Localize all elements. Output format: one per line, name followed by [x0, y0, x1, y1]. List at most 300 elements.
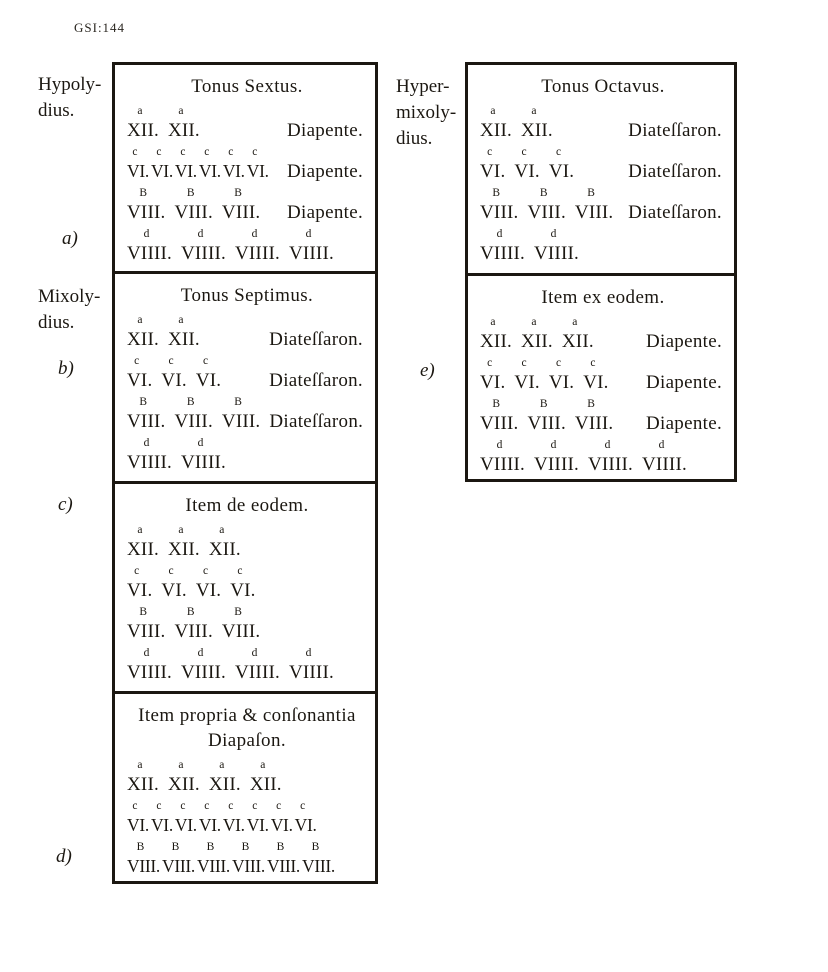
numeral-token — [588, 439, 633, 477]
numeral-token — [247, 146, 269, 184]
superscript-letter: a — [260, 759, 266, 771]
roman-numeral: VIIII. — [127, 452, 172, 473]
roman-numeral: VIII. — [174, 411, 213, 432]
numeral-token — [174, 396, 212, 434]
interval-label: Diapente. — [645, 372, 722, 393]
numeral-tokens — [480, 398, 622, 436]
roman-numeral: XII. — [127, 120, 159, 141]
roman-numeral: VIIII. — [127, 662, 172, 683]
superscript-letter: d — [197, 228, 204, 240]
superscript-letter: d — [305, 228, 312, 240]
roman-numeral: VIIII. — [480, 243, 525, 264]
superscript-letter: d — [143, 228, 150, 240]
roman-numeral: VIIII. — [533, 243, 579, 264]
roman-numeral: XII. — [167, 120, 200, 141]
numeral-token — [549, 357, 574, 395]
roman-numeral: VIII. — [127, 621, 166, 642]
section-marker-a — [62, 228, 78, 250]
numeral-token — [175, 800, 197, 838]
numeral-row — [480, 105, 726, 143]
roman-numeral: VIII. — [221, 621, 261, 642]
numeral-tokens — [127, 841, 337, 879]
interval-label: Diateſſaron. — [269, 411, 364, 432]
label-line: Hyper- — [396, 76, 450, 97]
superscript-letter: d — [496, 228, 503, 240]
superscript-letter: d — [550, 439, 557, 451]
superscript-letter: c — [134, 355, 140, 367]
section-title-line: Diapaſon. — [208, 730, 286, 751]
roman-numeral: VI. — [222, 161, 245, 181]
numeral-token — [480, 357, 505, 395]
numeral-token — [230, 565, 255, 603]
roman-numeral: XII. — [249, 774, 282, 795]
label-line: a) — [62, 228, 78, 249]
numeral-token — [575, 187, 613, 225]
roman-numeral: VIII. — [480, 202, 519, 223]
numeral-tokens — [480, 105, 562, 143]
superscript-letter: d — [658, 439, 665, 451]
roman-numeral: VI. — [246, 815, 269, 835]
superscript-letter: a — [490, 105, 496, 117]
roman-numeral: VIII. — [127, 856, 160, 876]
roman-numeral: VIII. — [302, 856, 335, 876]
label-line: b) — [58, 358, 74, 379]
roman-numeral: XII. — [167, 774, 200, 795]
superscript-letter: B — [539, 398, 548, 410]
section-title-line: Tonus Octavus. — [541, 76, 665, 97]
numeral-token — [235, 647, 280, 685]
roman-numeral: VIII. — [574, 413, 614, 434]
superscript-letter: c — [202, 565, 209, 577]
superscript-letter: c — [202, 355, 209, 367]
superscript-letter: c — [228, 800, 234, 812]
numeral-token — [127, 841, 160, 879]
superscript-letter: B — [587, 187, 595, 199]
roman-numeral: VIIII. — [641, 454, 687, 475]
numeral-row — [480, 357, 726, 395]
numeral-row — [480, 398, 726, 436]
numeral-token — [223, 800, 245, 838]
roman-numeral: VIII. — [480, 413, 519, 434]
roman-numeral: VIIII. — [180, 452, 226, 473]
numeral-tokens — [127, 524, 250, 562]
numeral-token — [480, 187, 518, 225]
superscript-letter: B — [206, 841, 215, 853]
numeral-token — [480, 398, 518, 436]
section-title — [480, 285, 726, 310]
roman-numeral: VI. — [583, 372, 609, 393]
superscript-letter: c — [134, 565, 140, 577]
numeral-token — [289, 228, 334, 266]
numeral-row — [127, 647, 367, 685]
superscript-letter: a — [572, 316, 578, 328]
numeral-token — [127, 396, 165, 434]
numeral-token — [127, 355, 152, 393]
superscript-letter: d — [197, 647, 204, 659]
superscript-letter: c — [228, 146, 234, 158]
numeral-row — [127, 146, 367, 184]
label-line: dius. — [396, 128, 433, 149]
superscript-letter: c — [590, 357, 596, 369]
section-title-line: Item de eodem. — [185, 495, 309, 516]
superscript-letter: c — [204, 800, 210, 812]
numeral-tokens — [480, 146, 583, 184]
numeral-row — [480, 316, 726, 354]
numeral-token — [480, 146, 505, 184]
numeral-token — [127, 314, 159, 352]
numeral-token — [168, 105, 200, 143]
roman-numeral: VIIII. — [127, 243, 172, 264]
numeral-row — [127, 355, 367, 393]
superscript-letter: d — [251, 228, 258, 240]
numeral-token — [168, 524, 200, 562]
roman-numeral: VIII. — [127, 411, 166, 432]
label-line: mixoly- — [396, 102, 457, 123]
section-title — [127, 74, 367, 99]
roman-numeral: XII. — [520, 331, 553, 352]
roman-numeral: VI. — [161, 580, 187, 601]
numeral-token — [271, 800, 293, 838]
numeral-tokens — [127, 606, 269, 644]
roman-numeral: VI. — [161, 370, 187, 391]
superscript-letter: c — [168, 565, 174, 577]
numeral-tokens — [127, 437, 235, 475]
superscript-letter: a — [178, 314, 184, 326]
superscript-letter: B — [539, 187, 548, 199]
roman-numeral: VI. — [198, 815, 221, 835]
superscript-letter: c — [156, 800, 162, 812]
numeral-tokens — [127, 314, 209, 352]
superscript-letter: c — [156, 146, 162, 158]
superscript-letter: B — [186, 187, 195, 199]
roman-numeral: VI. — [174, 161, 197, 181]
numeral-token — [549, 146, 574, 184]
label-line: c) — [58, 494, 73, 515]
superscript-letter: a — [137, 524, 143, 536]
superscript-letter: c — [180, 146, 186, 158]
numeral-row — [127, 105, 367, 143]
superscript-letter: d — [305, 647, 312, 659]
numeral-row — [127, 187, 367, 225]
numeral-row — [127, 437, 367, 475]
superscript-letter: a — [178, 759, 184, 771]
superscript-letter: c — [487, 357, 493, 369]
roman-numeral: VI. — [480, 372, 506, 393]
roman-numeral: VIIII. — [180, 662, 226, 683]
numeral-token — [162, 841, 195, 879]
superscript-letter: c — [168, 355, 174, 367]
numeral-token — [514, 357, 539, 395]
interval-label: Diateſſaron. — [628, 161, 722, 182]
roman-numeral: XII. — [127, 774, 159, 795]
numeral-token — [168, 759, 200, 797]
roman-numeral: VI. — [548, 372, 575, 393]
roman-numeral: XII. — [127, 329, 159, 350]
roman-numeral: VIII. — [232, 856, 265, 876]
numeral-token — [222, 606, 260, 644]
roman-numeral: VIIII. — [587, 454, 633, 475]
numeral-token — [209, 759, 241, 797]
roman-numeral: VI. — [514, 372, 540, 393]
margin-label-mixolydius — [38, 284, 100, 336]
roman-numeral: VIIII. — [180, 243, 226, 264]
numeral-token — [521, 316, 553, 354]
superscript-letter: a — [178, 524, 184, 536]
numeral-tokens — [127, 565, 265, 603]
roman-numeral: XII. — [127, 539, 159, 560]
label-line: dius. — [38, 100, 75, 121]
table-section — [115, 271, 375, 481]
roman-numeral: VI. — [127, 580, 153, 601]
superscript-letter: d — [251, 647, 258, 659]
section-marker-b — [58, 358, 74, 380]
interval-label: Diateſſaron. — [269, 370, 363, 391]
roman-numeral: VIIII. — [288, 243, 334, 264]
superscript-letter: a — [137, 759, 143, 771]
numeral-row — [127, 841, 367, 879]
interval-label: Diapente. — [645, 331, 722, 352]
table-section — [115, 691, 375, 881]
numeral-token — [127, 105, 159, 143]
numeral-row — [127, 396, 367, 434]
roman-numeral: VIII. — [162, 856, 195, 876]
superscript-letter: d — [604, 439, 611, 451]
label-line: Mixoly- — [38, 286, 101, 307]
superscript-letter: B — [234, 606, 242, 618]
roman-numeral: VI. — [480, 161, 506, 182]
numeral-token — [527, 398, 565, 436]
roman-numeral: VI. — [195, 370, 222, 391]
numeral-token — [295, 800, 317, 838]
roman-numeral: VI. — [127, 370, 153, 391]
superscript-letter: d — [197, 437, 204, 449]
numeral-token — [575, 398, 613, 436]
interval-label: Diateſſaron. — [628, 202, 722, 223]
numeral-token — [161, 355, 186, 393]
roman-numeral: VIII. — [197, 856, 230, 876]
roman-numeral: XII. — [520, 120, 553, 141]
numeral-token — [151, 146, 173, 184]
numeral-token — [480, 105, 512, 143]
superscript-letter: c — [555, 357, 562, 369]
numeral-token — [181, 647, 226, 685]
roman-numeral: VIII. — [574, 202, 614, 223]
superscript-letter: c — [487, 146, 493, 158]
numeral-token — [222, 187, 260, 225]
roman-numeral: VIIII. — [234, 662, 280, 683]
roman-numeral: VI. — [198, 161, 221, 181]
numeral-token — [480, 228, 525, 266]
numeral-token — [480, 439, 525, 477]
roman-numeral: VIII. — [527, 202, 566, 223]
numeral-token — [181, 437, 226, 475]
numeral-token — [168, 314, 200, 352]
label-line: d) — [56, 846, 72, 867]
numeral-token — [209, 524, 241, 562]
section-title-line: Tonus Septimus. — [180, 285, 314, 306]
roman-numeral: VI. — [195, 580, 222, 601]
numeral-row — [127, 565, 367, 603]
numeral-token — [534, 228, 579, 266]
roman-numeral: XII. — [480, 331, 512, 352]
numeral-row — [480, 439, 726, 477]
numeral-tokens — [480, 316, 603, 354]
page-code-label: GSI:144 — [74, 20, 126, 35]
numeral-token — [127, 524, 159, 562]
superscript-letter: c — [521, 146, 527, 158]
numeral-token — [127, 437, 172, 475]
numeral-token — [534, 439, 579, 477]
numeral-tokens — [127, 355, 230, 393]
numeral-token — [161, 565, 186, 603]
numeral-token — [127, 146, 149, 184]
superscript-letter: B — [587, 398, 595, 410]
superscript-letter: c — [237, 565, 243, 577]
superscript-letter: c — [204, 146, 210, 158]
superscript-letter: c — [180, 800, 186, 812]
superscript-letter: c — [276, 800, 282, 812]
numeral-row — [480, 228, 726, 266]
table-section — [468, 273, 734, 479]
numeral-token — [232, 841, 265, 879]
numeral-token — [199, 800, 221, 838]
numeral-tokens — [127, 396, 269, 434]
numeral-token — [196, 565, 221, 603]
table-section — [115, 65, 375, 271]
label-line: dius. — [38, 312, 75, 333]
section-title — [480, 74, 726, 99]
superscript-letter: B — [139, 187, 148, 199]
superscript-letter: a — [490, 316, 496, 328]
numeral-tokens — [480, 228, 588, 266]
margin-label-hypermixolydius — [396, 74, 456, 152]
superscript-letter: B — [186, 606, 195, 618]
superscript-letter: a — [219, 759, 225, 771]
numeral-token — [127, 187, 165, 225]
superscript-letter: c — [132, 800, 138, 812]
numeral-token — [175, 146, 197, 184]
numeral-token — [562, 316, 594, 354]
numeral-token — [247, 800, 269, 838]
superscript-letter: c — [300, 800, 306, 812]
roman-numeral: VI. — [514, 161, 540, 182]
interval-label: Diapente. — [286, 202, 363, 223]
superscript-letter: c — [521, 357, 527, 369]
roman-numeral: VIII. — [127, 202, 166, 223]
numeral-row — [480, 187, 726, 225]
numeral-token — [223, 146, 245, 184]
roman-numeral: XII. — [480, 120, 512, 141]
roman-numeral: VIII. — [221, 202, 261, 223]
roman-numeral: VIII. — [174, 202, 213, 223]
superscript-letter: B — [276, 841, 285, 853]
numeral-row — [127, 524, 367, 562]
numeral-row — [127, 606, 367, 644]
numeral-token — [174, 606, 212, 644]
numeral-tokens — [127, 228, 343, 266]
roman-numeral: XII. — [208, 539, 241, 560]
roman-numeral: VI. — [246, 161, 269, 181]
table-section — [468, 65, 734, 273]
numeral-tokens — [127, 105, 209, 143]
numeral-row — [127, 759, 367, 797]
numeral-token — [199, 146, 221, 184]
section-title — [127, 283, 367, 308]
numeral-token — [302, 841, 335, 879]
section-marker-d — [56, 846, 72, 868]
interval-label: Diateſſaron. — [269, 329, 363, 350]
numeral-tokens — [480, 357, 618, 395]
superscript-letter: d — [143, 647, 150, 659]
roman-numeral: VI. — [270, 815, 293, 835]
roman-numeral: VIII. — [527, 413, 566, 434]
superscript-letter: d — [550, 228, 557, 240]
section-title-line: Tonus Sextus. — [191, 76, 303, 97]
numeral-token — [480, 316, 512, 354]
section-title — [127, 493, 367, 518]
superscript-letter: B — [241, 841, 250, 853]
numeral-tokens — [127, 187, 269, 225]
numeral-row — [127, 228, 367, 266]
roman-numeral: VI. — [127, 161, 149, 181]
superscript-letter: a — [531, 316, 537, 328]
superscript-letter: B — [136, 841, 145, 853]
section-title-line: Item propria & conſonantia — [138, 705, 356, 726]
roman-numeral: VIII. — [174, 621, 213, 642]
superscript-letter: d — [496, 439, 503, 451]
interval-label: Diateſſaron. — [628, 120, 722, 141]
superscript-letter: a — [178, 105, 184, 117]
numeral-token — [174, 187, 212, 225]
numeral-tokens — [127, 800, 319, 838]
numeral-token — [127, 759, 159, 797]
numeral-row — [127, 314, 367, 352]
numeral-token — [127, 800, 149, 838]
numeral-token — [196, 355, 221, 393]
numeral-tokens — [480, 187, 622, 225]
table-section — [115, 481, 375, 691]
roman-numeral: VIIII. — [288, 662, 334, 683]
numeral-token — [181, 228, 226, 266]
roman-numeral: VIIII. — [533, 454, 579, 475]
superscript-letter: c — [132, 146, 138, 158]
numeral-token — [222, 396, 260, 434]
roman-numeral: VI. — [127, 815, 149, 835]
superscript-letter: B — [186, 396, 195, 408]
superscript-letter: a — [219, 524, 225, 536]
roman-numeral: XII. — [167, 329, 200, 350]
roman-numeral: VI. — [548, 161, 575, 182]
section-title — [127, 703, 367, 753]
roman-numeral: VI. — [150, 161, 173, 181]
numeral-token — [527, 187, 565, 225]
tonus-table-left — [112, 62, 378, 884]
numeral-row — [127, 800, 367, 838]
roman-numeral: VI. — [150, 815, 173, 835]
tonus-table-right — [465, 62, 737, 482]
roman-numeral: VI. — [222, 815, 245, 835]
superscript-letter: c — [252, 800, 258, 812]
numeral-token — [151, 800, 173, 838]
superscript-letter: B — [139, 396, 148, 408]
numeral-token — [642, 439, 687, 477]
superscript-letter: B — [234, 187, 242, 199]
superscript-letter: B — [234, 396, 242, 408]
interval-label: Diapente. — [645, 413, 722, 434]
numeral-token — [127, 647, 172, 685]
numeral-token — [521, 105, 553, 143]
roman-numeral: XII. — [167, 539, 200, 560]
